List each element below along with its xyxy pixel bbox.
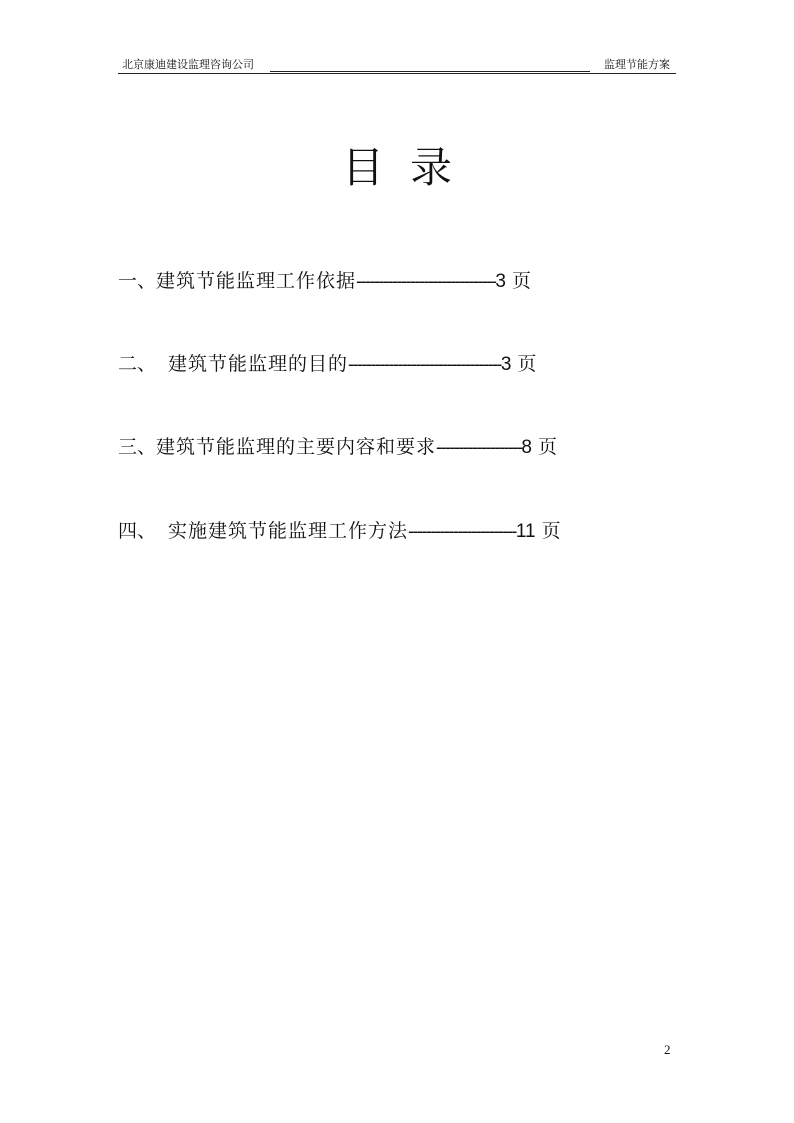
toc-entry-number: 一、 xyxy=(118,270,157,292)
toc-entry-label: 实施建筑节能监理工作方法 xyxy=(168,520,409,542)
toc-entry-page-unit: 页 xyxy=(511,270,531,292)
toc-entry-label: 建筑节能监理的目的 xyxy=(168,353,349,375)
page-title: 目录 xyxy=(341,143,478,192)
header-company: 北京康迪建设监理咨询公司 xyxy=(122,58,254,71)
toc-entry[interactable] xyxy=(118,432,557,463)
toc-entry-page: 11 xyxy=(515,521,536,542)
toc-entry-leader: ------------------------ xyxy=(408,521,516,541)
toc-entry-page: 8 xyxy=(521,437,532,458)
toc-entry-label: 建筑节能监理的主要内容和要求 xyxy=(156,436,437,458)
toc-entry-page-unit: 页 xyxy=(541,520,561,542)
toc-entry[interactable] xyxy=(118,516,561,547)
toc-entry-number: 二、 xyxy=(118,353,157,375)
toc-entry-number: 三、 xyxy=(118,436,157,458)
header-underline xyxy=(270,71,590,72)
page-number: 2 xyxy=(664,1042,671,1057)
toc-entry[interactable] xyxy=(118,266,531,297)
toc-entry-label: 建筑节能监理工作依据 xyxy=(156,270,357,292)
toc-entry-number: 四、 xyxy=(118,520,157,542)
toc-entry-page: 3 xyxy=(500,354,512,375)
toc-entry[interactable] xyxy=(118,349,536,380)
toc-entry-leader: ------------------------------- xyxy=(356,271,496,291)
toc-entry-page-unit: 页 xyxy=(538,436,558,458)
page-header xyxy=(118,57,676,74)
toc-entry-page: 3 xyxy=(495,271,506,292)
toc-entry-leader: ---------------------------------- xyxy=(348,354,501,374)
toc-entry-leader: ------------------- xyxy=(436,437,522,457)
toc-entry-page-unit: 页 xyxy=(517,353,537,375)
header-doc-title: 监理节能方案 xyxy=(604,58,670,71)
